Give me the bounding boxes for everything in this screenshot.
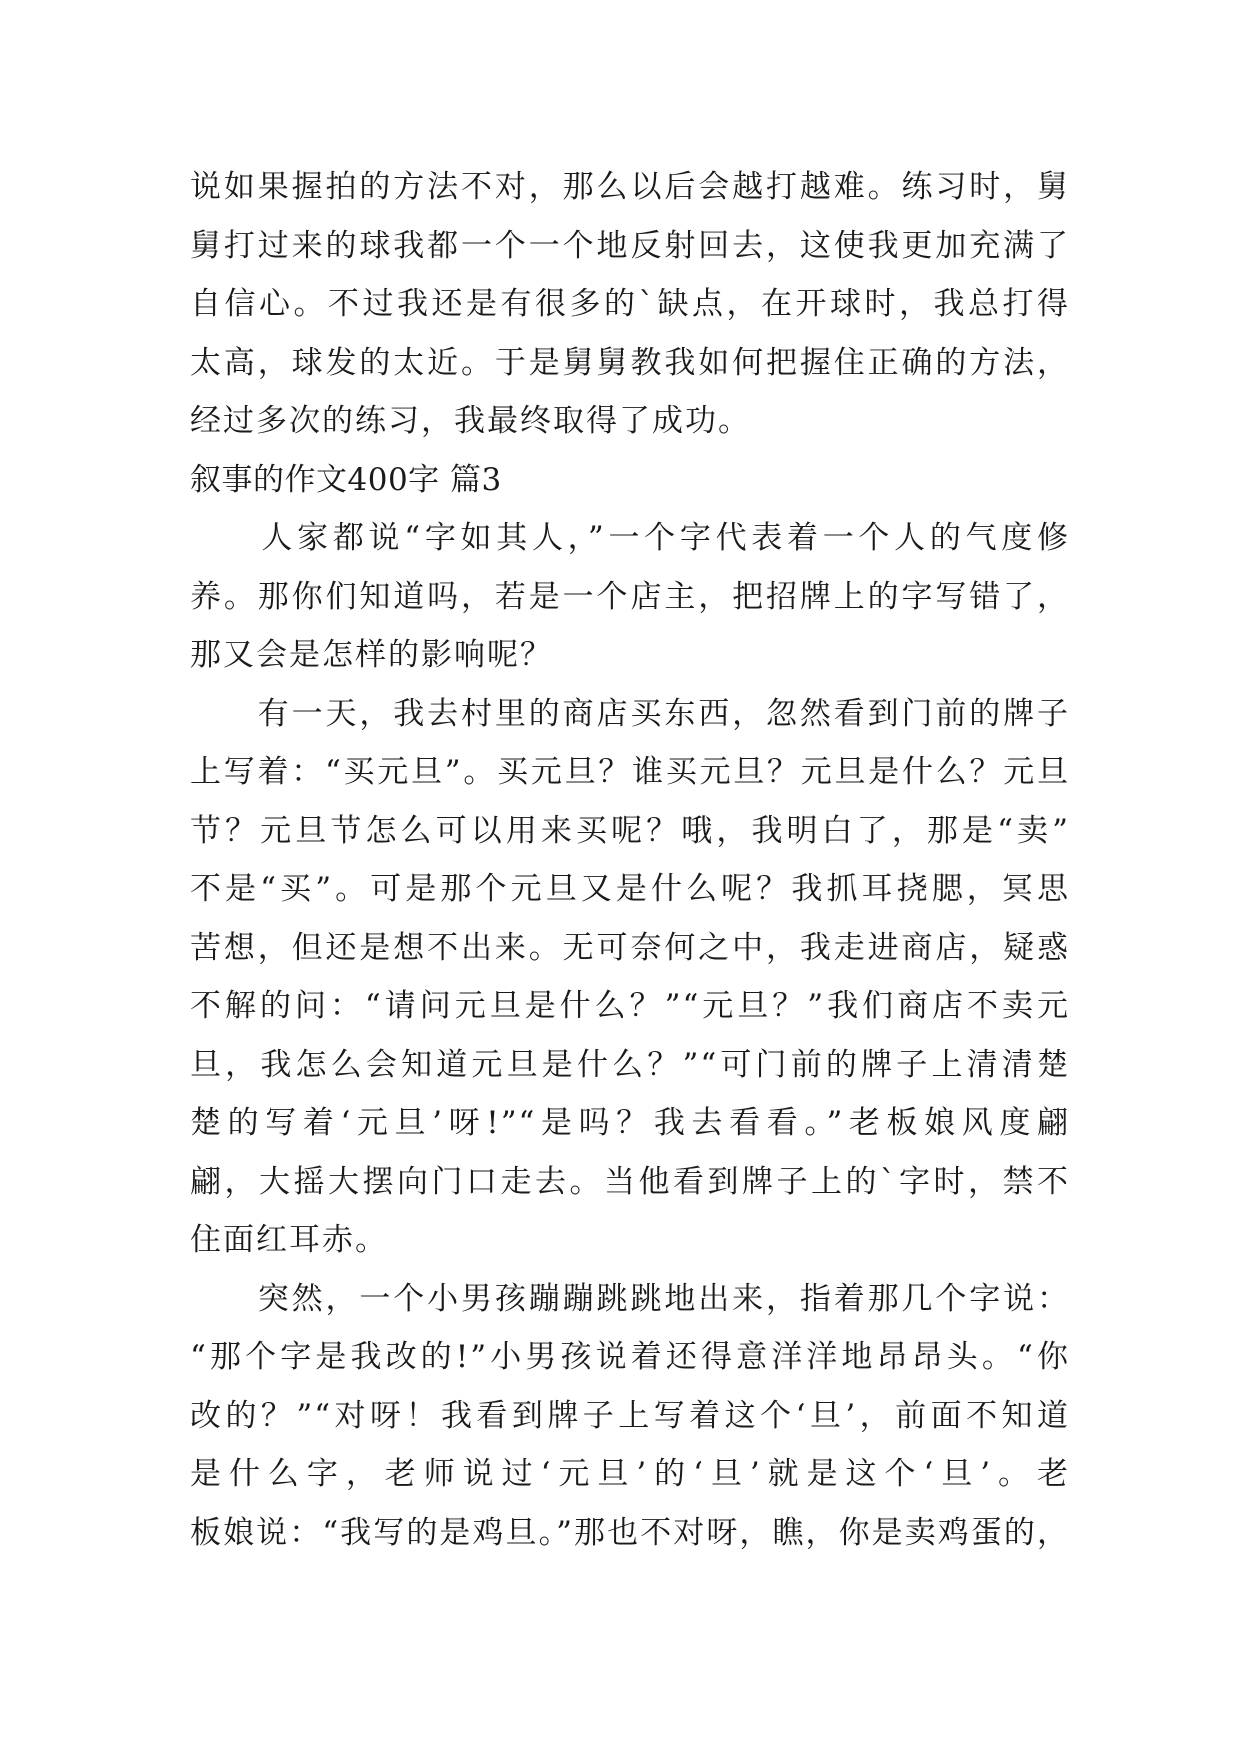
text-line: 人家都说“字如其人，”一个字代表着一个人的气度修	[190, 520, 1070, 556]
text-line: 自信心。不过我还是有很多的`缺点，在开球时，我总打得	[190, 286, 1070, 322]
text-line: 改的？”“对呀！我看到牌子上写着这个‘旦’，前面不知道	[190, 1397, 1070, 1434]
text-line: 舅打过来的球我都一个一个地反射回去，这使我更加充满了	[190, 227, 1070, 264]
paragraph-4	[190, 1270, 1070, 1563]
text-line: 上写着：“买元旦”。买元旦？谁买元旦？元旦是什么？元旦	[190, 754, 1070, 790]
text-line: 养。那你们知道吗，若是一个店主，把招牌上的字写错了，	[190, 578, 1070, 615]
text-line: 不是“买”。可是那个元旦又是什么呢？我抓耳挠腮，冥思	[190, 871, 1070, 907]
text-line: 住面红耳赤。	[190, 1222, 388, 1258]
text-line: 说如果握拍的方法不对，那么以后会越打越难。练习时，舅	[190, 169, 1070, 205]
text-line: 突然，一个小男孩蹦蹦跳跳地出来，指着那几个字说：	[190, 1280, 1070, 1317]
text-line: 翩，大摇大摆向门口走去。当他看到牌子上的`字时，禁不	[190, 1163, 1070, 1200]
text-line: 有一天，我去村里的商店买东西，忽然看到门前的牌子	[190, 695, 1070, 732]
text-line: 板娘说：“我写的是鸡旦。”那也不对呀，瞧，你是卖鸡蛋的，	[190, 1514, 1070, 1551]
text-line: 节？元旦节怎么可以用来买呢？哦，我明白了，那是“卖”	[190, 812, 1070, 849]
text-line: 经过多次的练习，我最终取得了成功。	[190, 403, 751, 439]
heading-text: 叙事的作文400字 篇3	[190, 461, 502, 498]
text-line: “那个字是我改的!”小男孩说着还得意洋洋地昂昂头。“你	[190, 1339, 1070, 1375]
paragraph-1	[190, 158, 1070, 451]
paragraph-2	[190, 509, 1070, 685]
text-line: 旦，我怎么会知道元旦是什么？”“可门前的牌子上清清楚	[190, 1046, 1070, 1083]
text-line: 苦想，但还是想不出来。无可奈何之中，我走进商店，疑惑	[190, 929, 1070, 966]
text-line: 楚的写着‘元旦’呀!”“是吗？我去看看。”老板娘风度翩	[190, 1105, 1070, 1141]
text-line: 是什么字，老师说过‘元旦’的‘旦’就是这个‘旦’。老	[190, 1456, 1070, 1492]
paragraph-3	[190, 685, 1070, 1270]
section-heading	[190, 451, 1070, 510]
essay-body	[190, 158, 1070, 1562]
text-line: 那又会是怎样的影响呢？	[190, 637, 553, 673]
text-line: 不解的问：“请问元旦是什么？”“元旦？”我们商店不卖元	[190, 988, 1070, 1024]
text-line: 太高，球发的太近。于是舅舅教我如何把握住正确的方法，	[190, 344, 1070, 381]
